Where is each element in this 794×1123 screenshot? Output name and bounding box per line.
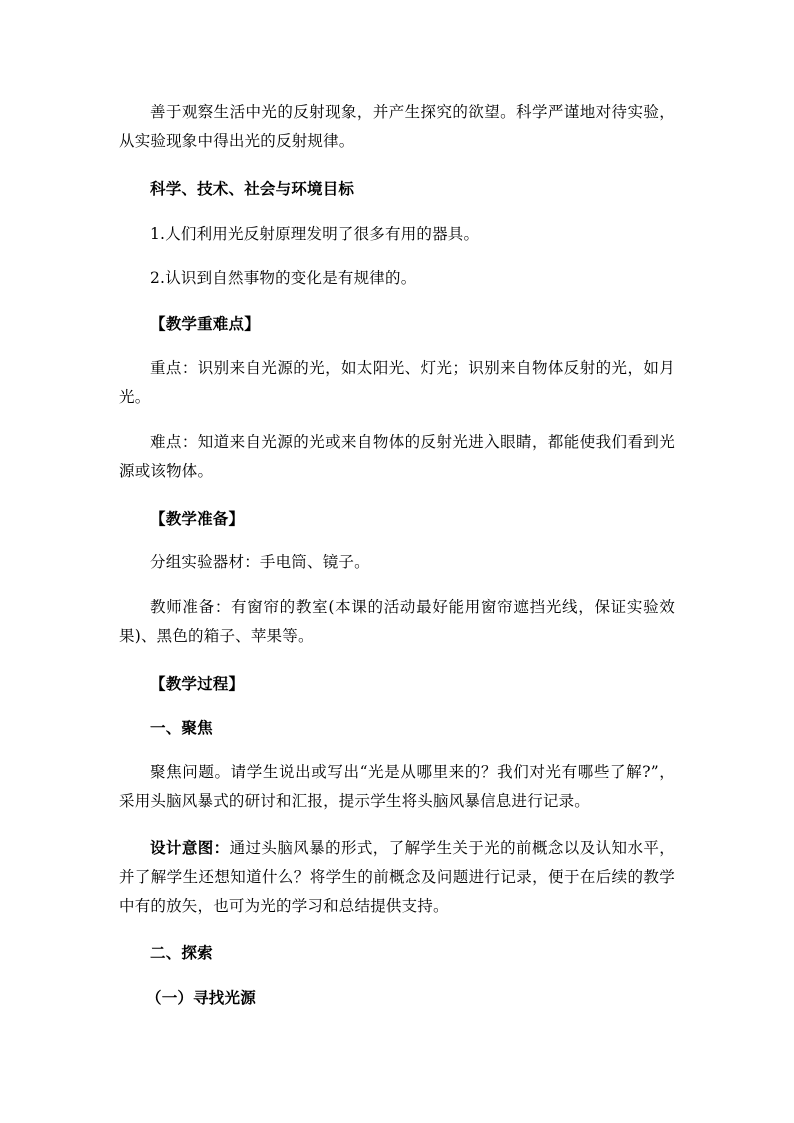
design-intent-label: 设计意图： xyxy=(150,838,230,857)
paragraph-sts-item-1: 1.人们利用光反射原理发明了很多有用的器具。 xyxy=(150,225,480,243)
document-page xyxy=(119,0,675,1123)
design-intent-text: 通过头脑风暴的形式，了解学生关于光的前概念以及认知水平，并了解学生还想知道什么？将学生的前概念及问题进行记录，便于在后续的教学中有的放矢，也可为光的学习和总结提供支持。 xyxy=(119,839,675,915)
heading-find-light-source: （一）寻找光源 xyxy=(146,988,256,1007)
paragraph-teacher-preparation: 教师准备：有窗帘的教室(本课的活动最好能用窗帘遮挡光线，保证实验效果)、黑色的箱子、苹果等。 xyxy=(119,598,675,645)
heading-teaching-process: 【教学过程】 xyxy=(150,674,245,693)
paragraph-key-point: 重点：识别来自光源的光，如太阳光、灯光；识别来自物体反射的光，如月光。 xyxy=(119,359,675,406)
heading-section-focus: 一、聚焦 xyxy=(150,718,213,737)
paragraph-attitude-goal: 善于观察生活中光的反射现象，并产生探究的欲望。科学严谨地对待实验，从实验现象中得出光的反射规律。 xyxy=(119,103,675,150)
paragraph-group-materials: 分组实验器材：手电筒、镜子。 xyxy=(150,553,370,571)
heading-key-difficult-points: 【教学重难点】 xyxy=(150,314,260,333)
paragraph-difficult-point: 难点：知道来自光源的光或来自物体的反射光进入眼睛，都能使我们看到光源或该物体。 xyxy=(119,433,675,480)
heading-sts-goal: 科学、技术、社会与环境目标 xyxy=(150,179,355,198)
paragraph-design-intent xyxy=(119,833,675,921)
heading-teaching-preparation: 【教学准备】 xyxy=(150,509,245,528)
paragraph-focus-question: 聚焦问题。请学生说出或写出“光是从哪里来的？我们对光有哪些了解?”，采用头脑风暴式的研讨和汇报，提示学生将头脑风暴信息进行记录。 xyxy=(119,763,675,810)
paragraph-sts-item-2: 2.认识到自然事物的变化是有规律的。 xyxy=(150,269,417,287)
heading-section-explore: 二、探索 xyxy=(150,943,213,962)
